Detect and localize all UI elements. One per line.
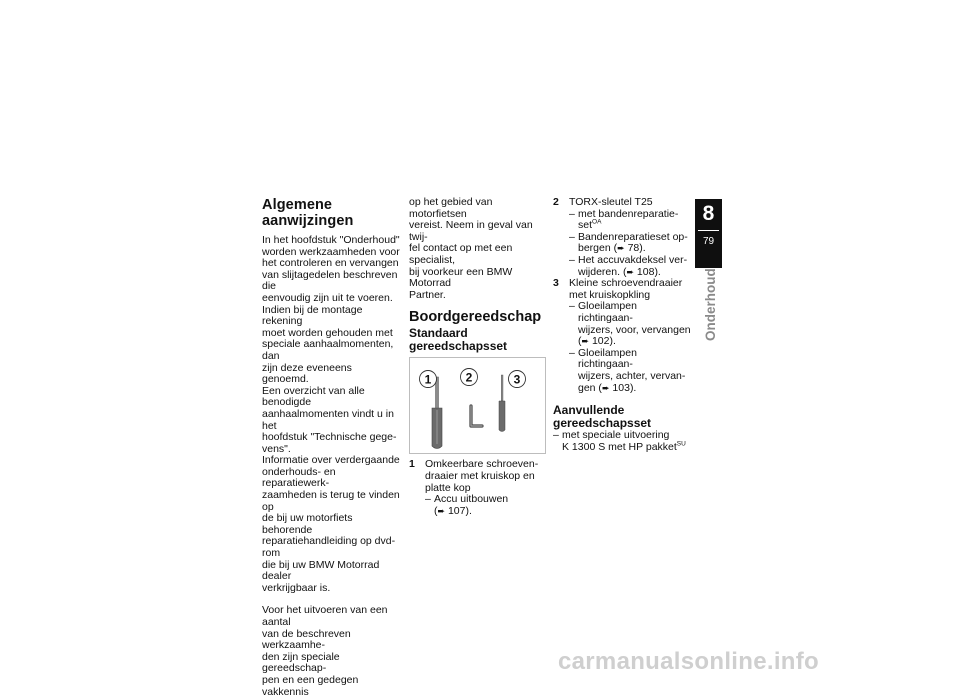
tool-subitem [569, 301, 693, 347]
page-arrow-icon: ➨ [581, 336, 590, 347]
column-2 [409, 197, 544, 517]
general-paragraph-2: Voor het uitvoeren van een aantal van de beschreven werkzaamhe- den zijn speciale gereedschap- pen en een gedegen vakkennis [262, 604, 388, 698]
option-superscript: SU [676, 440, 686, 448]
page-reference[interactable]: ➨ 102 [581, 335, 610, 348]
dash-bullet: – [569, 253, 575, 266]
chapter-title: Onderhoud [703, 268, 718, 341]
callout-label-3: 3 [513, 372, 521, 387]
subitem-text: Bandenreparatieset op- bergen (➨ 78). [578, 230, 688, 255]
chapter-divider [698, 230, 719, 231]
page-reference[interactable]: ➨ 78 [617, 242, 640, 255]
small-screwdriver-drawing [499, 375, 505, 432]
reversible-screwdriver-drawing [432, 377, 442, 449]
dash-bullet: – [569, 346, 575, 359]
subitem-text: Gloeilampen richtingaan- wijzers, voor, vervangen (➨ 102). [578, 300, 691, 348]
tool-item-number: 1 [409, 458, 415, 471]
page-arrow-icon: ➨ [626, 266, 634, 277]
general-paragraph-1: In het hoofdstuk "Onderhoud" worden werkzaamheden voor het controleren en vervangen van slijtagedelen beschreven die eenvoudig zijn uit te voeren. Indien bij de montage rekening moet worden gehouden met speciale aanhaalmomenten, dan zijn deze eveneens genoemd. Een overzicht van alle benodigde aanhaalmomenten vindt u in het hoofdstuk "Technische gege- vens". Informatie over verdergaande onderhouds- en reparatiewerk- zaamheden is terug te vinden op de bij uw motorfiets behorende reparatiehandleiding op dvd-rom die bij uw BMW Motorrad dealer verkrijgbaar is. [262, 234, 400, 594]
column-3 [553, 197, 693, 453]
tool-item-text: Kleine schroevendraaier met kruiskopkling [569, 277, 683, 301]
page-reference[interactable]: ➨ 103 [601, 381, 630, 394]
subitem-text: Het accuvakdeksel ver- wijderen. (➨ 108). [578, 253, 688, 278]
option-superscript: OA [592, 218, 602, 226]
tool-item-text: TORX-sleutel T25 [569, 196, 653, 208]
subitem-text: Gloeilampen richtingaan- wijzers, achter, vervan- gen (➨ 103). [578, 346, 686, 394]
page-arrow-icon: ➨ [617, 243, 625, 254]
toolkit-illustration [409, 357, 546, 454]
callout-1 [420, 371, 437, 388]
tool-subitem [425, 494, 544, 517]
page-arrow-icon: ➨ [601, 382, 610, 393]
subitem-text: Accu uitbouwen (➨ 107). [434, 493, 509, 517]
tools-drawing [410, 358, 545, 453]
tool-item-number: 3 [553, 277, 559, 290]
tool-subitem [569, 348, 693, 394]
torx-key-drawing [471, 406, 482, 426]
tool-item-3 [553, 278, 693, 301]
section-heading-general: Algemene aanwijzingen [262, 197, 354, 229]
general-paragraph-2-continued: op het gebied van motorfietsen vereist. Neem in geval van twij- fel contact op met een specialist, bij voorkeur een BMW Motorrad Partner. [409, 196, 533, 301]
page-reference[interactable]: ➨ 108 [626, 265, 655, 278]
tool-subitem [569, 209, 693, 232]
page-number: 79 [702, 236, 715, 247]
callout-label-1: 1 [424, 372, 432, 387]
column-1 [262, 197, 400, 698]
section-heading-onboard-tools: Boordgereedschap [409, 309, 542, 326]
tool-subitem [569, 255, 693, 278]
dash-bullet: – [425, 493, 431, 506]
dash-bullet: – [569, 230, 575, 243]
tool-item-1 [409, 459, 544, 494]
page-reference[interactable]: ➨ 107 [437, 504, 466, 517]
callout-3 [509, 371, 526, 388]
subheading-additional-toolkit: Aanvullende gereedschapsset [553, 403, 652, 431]
subitem-text: met bandenreparatie- set$^{OA}$ [578, 207, 679, 232]
subheading-standard-toolkit: Standaard gereedschapsset [409, 326, 508, 354]
tool-item-text: Omkeerbare schroeven- draaier met kruiskop en platte kop [425, 458, 539, 494]
subitem-text: met speciale uitvoering K 1300 S met HP pakket$^{SU}$ [562, 429, 686, 453]
page-arrow-icon: ➨ [437, 505, 446, 516]
dash-bullet: – [569, 300, 575, 313]
callout-2 [461, 369, 478, 386]
chapter-number: 8 [702, 202, 715, 225]
chapter-tab[interactable] [695, 199, 722, 268]
dash-bullet: – [553, 429, 559, 442]
watermark: carmanualsonline.info [558, 648, 820, 675]
tool-subitem [569, 232, 693, 255]
tool-item-number: 2 [553, 196, 559, 208]
additional-toolkit-subitem [553, 430, 693, 453]
dash-bullet: – [569, 207, 575, 220]
callout-label-2: 2 [465, 370, 473, 385]
